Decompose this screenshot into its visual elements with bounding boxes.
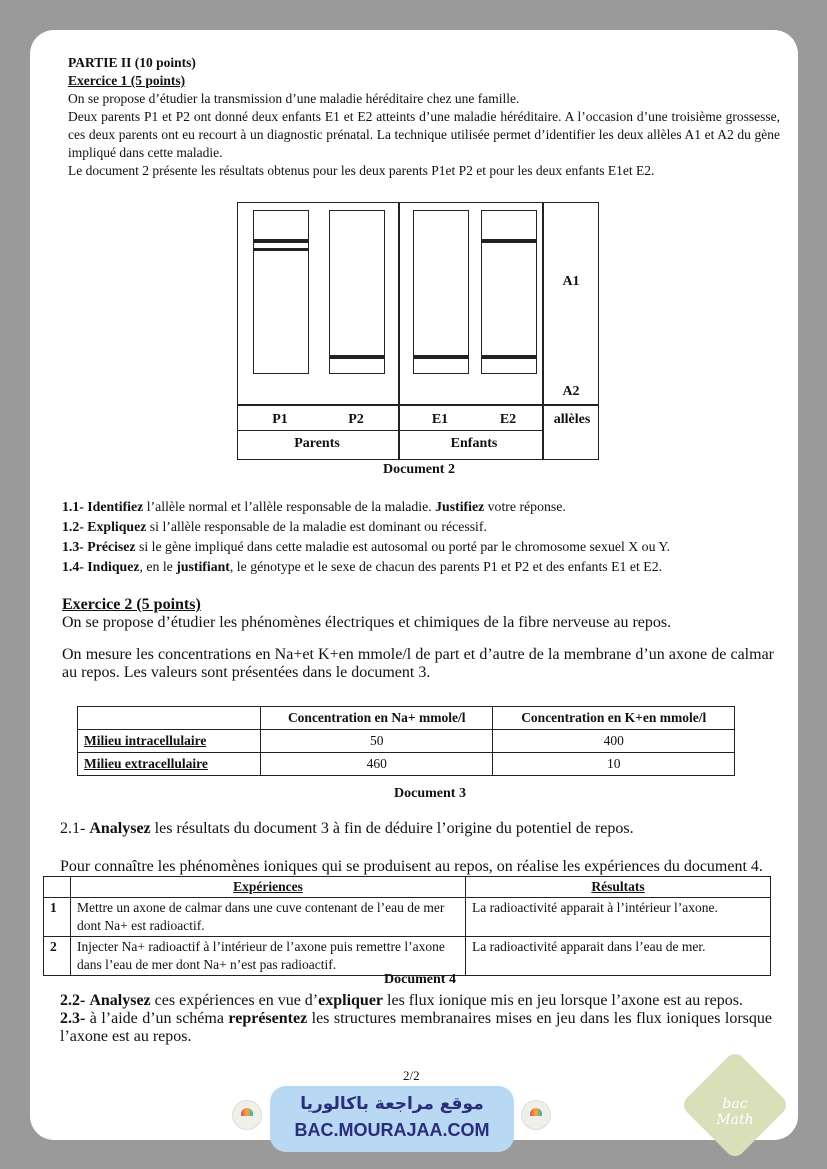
allele-a1-label: A1 [562,274,580,289]
allele-a2-label: A2 [562,384,580,399]
lane-label-e2: E2 [499,412,517,427]
exercise2-intro [62,596,774,682]
exercise2-title: Exercice 2 (5 points) [62,596,201,613]
lane-label-p2: P2 [348,412,364,427]
group-enfants: Enfants [450,436,498,451]
partie-title: PARTIE II (10 points) [68,55,196,70]
lane-p2 [329,210,385,374]
site-url[interactable]: BAC.MOURAJAA.COM [294,1120,490,1140]
group-parents: Parents [294,436,340,451]
lane-p1 [253,210,309,374]
col-k: Concentration en K+en mmole/l [493,707,735,730]
exercise2-questions [60,992,772,1046]
band-a1 [254,239,308,243]
document4-table [43,876,771,976]
alleles-header: allèles [553,412,591,427]
band-a2 [482,355,536,359]
lane-e1 [413,210,469,374]
document3-caption: Document 3 [394,786,466,801]
bacmath-logo-text: bac Math [716,1096,754,1128]
site-logo-icon [232,1100,262,1130]
document4-caption: Document 4 [384,972,456,987]
question-1-4: 1.4- Indiquez, en le justifiant, le génotype et le sexe de chacun des parents P1 et P2 et des enfants E1 et E2. [62,559,663,574]
band-a2 [330,355,384,359]
band-a2 [414,355,468,359]
page-content [68,54,780,180]
document3-table [77,706,735,776]
table-row: Milieu intracellulaire 50 400 [78,730,735,753]
question-1-2: 1.2- Expliquez si l’allèle responsable de la maladie est dominant ou récessif. [62,519,487,534]
site-banner[interactable] [270,1086,514,1152]
exercise2-p2: On mesure les concentrations en Na+et K+en mmole/l de part et d’autre de la membrane d’un axone de calmar au repos. Les valeurs sont présentées dans le document 3. [62,646,774,681]
table-row: 2 Injecter Na+ radioactif à l’intérieur de l’axone puis remettre l’axone dans l’eau de mer dont Na+ n’est pas radioactif. La radioactivité apparait dans l’eau de mer. [44,937,771,976]
exercise1-intro: On se propose d’étudier la transmission d’une maladie héréditaire chez une famille. [68,91,520,106]
site-name-arabic: موقع مراجعة باكالوريا [300,1094,484,1114]
document2-caption: Document 2 [383,462,455,477]
document4-intro: Pour connaître les phénomènes ioniques qui se produisent au repos, on réalise les expériences du document 4. [60,858,763,875]
lane-e2 [481,210,537,374]
band-a1-edge [254,248,308,251]
table-row: 1 Mettre un axone de calmar dans une cuve contenant de l’eau de mer dont Na+ est radioactif. La radioactivité apparait à l’intérieur l’axone. [44,898,771,937]
question-2-2: 2.2- Analysez ces expériences en vue d’expliquer les flux ionique mis en jeu lorsque l’axone est au repos. [60,992,743,1009]
exercise1-doc2-intro: Le document 2 présente les résultats obtenus pour les deux parents P1et P2 et pour les deux enfants E1et E2. [68,163,655,178]
document-page [30,30,798,1140]
band-a1 [482,239,536,243]
exercise2-p1: On se propose d’étudier les phénomènes électriques et chimiques de la fibre nerveuse au repos. [62,614,672,631]
lane-label-e1: E1 [431,412,449,427]
document2-figure [237,202,599,460]
exercise1-questions [62,499,780,579]
site-logo-icon [521,1100,551,1130]
exercise1-context: Deux parents P1 et P2 ont donné deux enfants E1 et E2 atteints d’une maladie héréditaire. A l’occasion d’une troisième grossesse, ces deux parents ont eu recourt à un diagnostic prénatal. La technique utilisée permet d’identifier les deux allèles A1 et A2 du gène impliqué dans cette maladie. [68,109,780,160]
exercise1-title: Exercice 1 (5 points) [68,73,186,88]
question-2-3: 2.3- à l’aide d’un schéma représentez les structures membranaires mises en jeu dans les flux ioniques lorsque l’axone est au repos. [60,1010,773,1045]
col-experiences: Expériences [71,877,466,898]
table-row: Milieu extracellulaire 460 10 [78,753,735,776]
question-2-1: 2.1- Analysez les résultats du document 3 à fin de déduire l’origine du potentiel de repos. Pour connaître les phénomènes ioniques qui se produisent au repos, on réalise les expériences du document 4. [60,820,772,876]
lane-label-p1: P1 [272,412,288,427]
question-1-1: 1.1- Identifiez l’allèle normal et l’allèle responsable de la maladie. Justifiez votre réponse. [62,499,566,514]
page-number: 2/2 [403,1068,420,1083]
col-na: Concentration en Na+ mmole/l [261,707,493,730]
question-1-3: 1.3- Précisez si le gène impliqué dans cette maladie est autosomal ou porté par le chromosome sexuel X ou Y. [62,539,671,554]
col-resultats: Résultats [466,877,771,898]
